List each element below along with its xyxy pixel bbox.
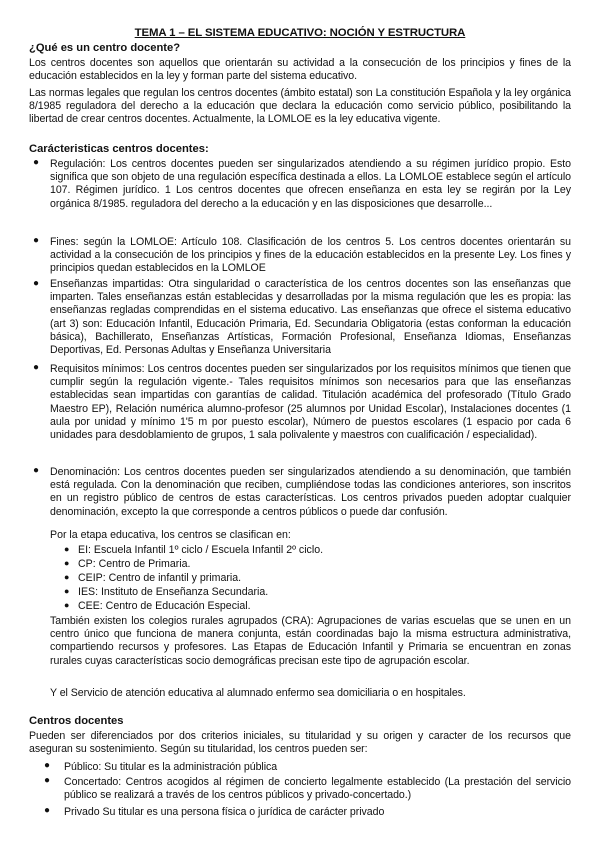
- bullet-dot: ●: [64, 600, 70, 610]
- bullet-dot: ●: [44, 775, 51, 786]
- paragraph-normas: Las normas legales que regulan los centros docentes (ámbito estatal) son La constitución Española y la ley orgánica 8/1985 reguladora del derecho a la educación que declara la educación como servicio público, posibilitando la libertad de crear centros docentes. Actualmente, la LOMLOE es la ley educativa vigente.: [29, 87, 571, 126]
- bullet-dot: ●: [44, 805, 51, 816]
- page-title: TEMA 1 – EL SISTEMA EDUCATIVO: NOCIÓN Y ESTRUCTURA: [134, 27, 466, 39]
- etapa-intro: Por la etapa educativa, los centros se clasifican en:: [50, 529, 291, 541]
- list-item-denominacion: Denominación: Los centros docentes pueden ser singularizados atendiendo a su denominación, que también está regulada. Con la denominación que reciben, cumpliéndose todas las condiciones anteriores, son inscritos en un registro público de centros de estas características. Los centros privados pueden adoptar cualquier denominación, excepto la que corresponde a centros públicos o puede dar confusión.: [50, 466, 571, 518]
- bullet-dot: ●: [44, 760, 51, 771]
- bullet-dot: ●: [33, 157, 40, 168]
- paragraph-centros-intro: Pueden ser diferenciados por dos criterios iniciales, su titularidad y su origen y caracter de los recursos que aseguran su sostenimiento. Según su titularidad, los centros pueden ser:: [29, 730, 571, 756]
- list-item-etapa: EI: Escuela Infantil 1º ciclo / Escuela Infantil 2º ciclo.: [78, 544, 324, 556]
- section-heading-que-es: ¿Qué es un centro docente?: [29, 42, 181, 54]
- list-item-etapa: CP: Centro de Primaria.: [78, 558, 191, 570]
- bullet-dot: ●: [64, 586, 70, 596]
- bullet-dot: ●: [64, 558, 70, 568]
- paragraph-definicion: Los centros docentes son aquellos que orientarán su actividad a la consecución de los principios y fines de la educación establecidos en la ley y forman parte del sistema educativo.: [29, 57, 571, 83]
- bullet-dot: ●: [33, 235, 40, 246]
- list-item-fines: Fines: según la LOMLOE: Artículo 108. Clasificación de los centros 5. Los centros docentes orientarán su actividad a la consecución de los principios y fines de la educación establecidos en la presente Ley. Los fines y principios quedan establecidos en la LOMLOE: [50, 236, 571, 275]
- list-item-etapa: IES: Instituto de Enseñanza Secundaria.: [78, 586, 269, 598]
- section-heading-caracteristicas: Carácteristicas centros docentes:: [29, 143, 209, 155]
- bullet-dot: ●: [33, 278, 40, 289]
- bullet-dot: ●: [33, 362, 40, 373]
- bullet-dot: ●: [64, 572, 70, 582]
- list-item-concertado: Concertado: Centros acogidos al régimen de concierto legalmente establecido (La prestación del servicio público se realizará a través de los centros públicos y privado-concertado.): [64, 776, 571, 802]
- list-item-ensenanzas: Enseñanzas impartidas: Otra singularidad o característica de los centros docentes son las enseñanzas que imparten. Tales enseñanzas están establecidas y desarrolladas por la misma regulación que les es propia: las enseñanzas regladas comprendidas en el sistema educativo. Las enseñanzas que ofrece el sistema educativo (art 3) son: Educación Infantil, Educación Primaria, Ed. Secundaria Obligatoria (estas conforman la educación básica), Bachillerato, Enseñanzas Artísticas, Formación Profesional, Enseñanza Idiomas, Enseñanzas Deportivas, Ed. Personas Adultas y Enseñanza Universitaria: [50, 278, 571, 357]
- paragraph-cra: También existen los colegios rurales agrupados (CRA): Agrupaciones de varias escuelas que se unen en un centro único que funciona de manera conjunta, están coordinadas bajo la misma estructura administrativa, compartiendo recursos y profesores. Las Etapas de Educación Infantil y Primaria se encuentran en zonas rurales cuyas características socio demográficas precisan este tipo de agrupación escolar.: [50, 615, 571, 667]
- list-item-etapa: CEIP: Centro de infantil y primaria.: [78, 572, 242, 584]
- list-item-requisitos: Requisitos mínimos: Los centros docentes pueden ser singularizados por los requisitos mínimos que tienen que cumplir según la regulación vigente.- Tales requisitos mínimos son necesarios para que las enseñanzas establecidas sean impartidas con garantías de calidad. Titulación académica del profesorado (Título Grado Maestro EP), Relación numérica alumno-profesor (25 alumnos por Unidad Escolar), Instalaciones docentes (1 aula por unidad y mínimo 1'5 m por puesto escolar), Número de puestos escolares (1 espacio por cada 6 unidades para desdoblamiento de grupos, 1 sala polivalente y maestros con cualificación / especialidad).: [50, 363, 571, 442]
- list-item-regulacion: Regulación: Los centros docentes pueden ser singularizados atendiendo a su régimen jurídico propio. Esto significa que son objeto de una regulación específica destinada a ellos. La LOMLOE establece según el artículo 107. Régimen jurídico. 1 Los centros docentes que ofrecen enseñanza en esta ley se regirán por la Ley orgánica 8/1985. reguladora del derecho a la educación y en las disposiciones que desarrolle...: [50, 158, 571, 210]
- bullet-dot: ●: [64, 544, 70, 554]
- paragraph-servicio: Y el Servicio de atención educativa al alumnado enfermo sea domiciliaria o en hospitales.: [50, 687, 466, 699]
- list-item-etapa: CEE: Centro de Educación Especial.: [78, 600, 251, 612]
- section-heading-centros: Centros docentes: [29, 715, 124, 727]
- bullet-dot: ●: [33, 465, 40, 476]
- list-item-publico: Público: Su titular es la administración pública: [64, 761, 278, 773]
- list-item-privado: Privado Su titular es una persona física o jurídica de carácter privado: [64, 806, 385, 818]
